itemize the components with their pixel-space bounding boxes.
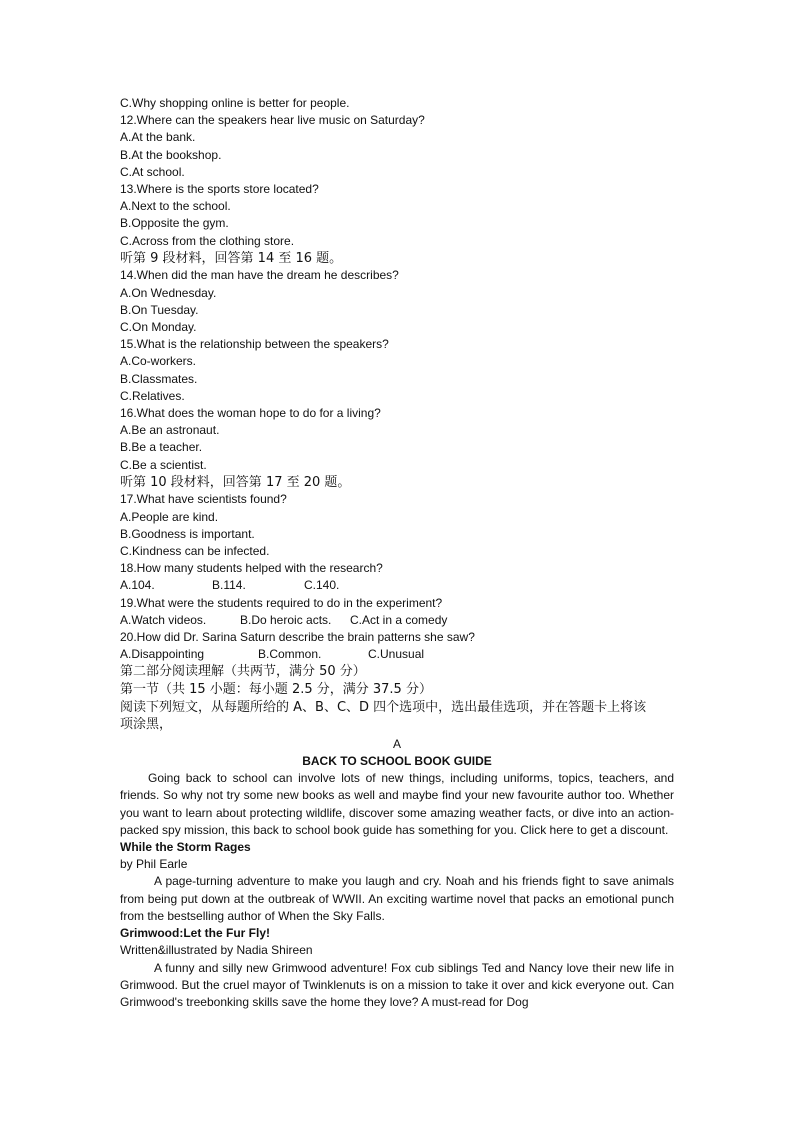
q17-option-a: A.People are kind. (120, 509, 219, 524)
q19-option-a: A.Watch videos. (120, 612, 207, 627)
instructions-line-1: 阅读下列短文，从每题所给的 A、B、C、D 四个选项中，选出最佳选项，并在答题卡上将该 (120, 699, 647, 715)
q20-question: 20.How did Dr. Sarina Saturn describe the brain patterns she saw? (120, 630, 475, 645)
q20-option-c: C.Unusual (368, 647, 425, 662)
q14-option-c: C.On Monday. (120, 320, 197, 335)
q19-option-b: B.Do heroic acts. (240, 612, 332, 627)
passage-title: BACK TO SCHOOL BOOK GUIDE (302, 754, 492, 769)
q16-option-c: C.Be a scientist. (120, 457, 207, 472)
q13-question: 13.Where is the sports store located? (120, 182, 319, 197)
book-1-author: by Phil Earle (120, 857, 188, 872)
q12-question: 12.Where can the speakers hear live music on Saturday? (120, 113, 425, 128)
q19-option-c: C.Act in a comedy (350, 612, 448, 627)
q14-option-a: A.On Wednesday. (120, 285, 217, 300)
document-page (120, 95, 674, 1011)
q18-option-b: B.114. (212, 578, 246, 593)
q19-question: 19.What were the students required to do in the experiment? (120, 595, 443, 610)
q18-option-c: C.140. (304, 578, 340, 593)
book-2-description: A funny and silly new Grimwood adventure! Fox cub siblings Ted and Nancy love their new life in Grimwood. But the cruel mayor of Twinklenuts is on a mission to take it over and kick everyone out. Can Grimwood's treebonking skills save the home they love? A must-read for Dog (120, 960, 674, 1009)
q15-option-a: A.Co-workers. (120, 354, 197, 369)
q18-options (120, 577, 674, 594)
book-1-title: While the Storm Rages (120, 840, 251, 855)
book-2-author: Written&illustrated by Nadia Shireen (120, 943, 313, 958)
q13-option-a: A.Next to the school. (120, 199, 231, 214)
q14-option-b: B.On Tuesday. (120, 302, 199, 317)
book-2-title: Grimwood:Let the Fur Fly! (120, 926, 270, 941)
q20-option-a: A.Disappointing (120, 647, 205, 662)
q12-option-c: C.At school. (120, 164, 185, 179)
section-9-heading: 听第 9 段材料，回答第 14 至 16 题。 (120, 250, 343, 266)
q14-question: 14.When did the man have the dream he describes? (120, 268, 399, 283)
q20-options (120, 646, 674, 663)
q11-option-c: C.Why shopping online is better for people. (120, 96, 350, 110)
q12-option-a: A.At the bank. (120, 130, 196, 145)
part-2-heading: 第二部分阅读理解（共两节，满分 50 分） (120, 664, 366, 680)
q17-question: 17.What have scientists found? (120, 492, 287, 507)
q16-option-b: B.Be a teacher. (120, 440, 203, 455)
q15-option-b: B.Classmates. (120, 371, 198, 386)
q19-options (120, 612, 674, 629)
q15-question: 15.What is the relationship between the speakers? (120, 337, 389, 352)
passage-intro: Going back to school can involve lots of new things, including uniforms, topics, teachers, and friends. So why not try some new books as well and maybe find your new favourite author too. Whether you want to learn about protecting wildlife, discover some amazing weather facts, or dive into an action-packed spy mission, this back to school book guide has something for you. Click here to get a discount. (120, 771, 674, 837)
part-2-section-1-heading: 第一节（共 15 小题：每小题 2.5 分，满分 37.5 分） (120, 682, 432, 698)
q18-option-a: A.104. (120, 578, 155, 593)
q13-option-b: B.Opposite the gym. (120, 216, 229, 231)
q13-option-c: C.Across from the clothing store. (120, 233, 295, 248)
q15-option-c: C.Relatives. (120, 388, 185, 403)
q16-question: 16.What does the woman hope to do for a living? (120, 406, 381, 421)
passage-letter: A (392, 736, 401, 751)
q18-question: 18.How many students helped with the research? (120, 561, 383, 576)
q16-option-a: A.Be an astronaut. (120, 423, 220, 438)
q17-option-c: C.Kindness can be infected. (120, 544, 270, 559)
q20-option-b: B.Common. (258, 647, 322, 662)
book-1-description: A page-turning adventure to make you laugh and cry. Noah and his friends fight to save animals from being put down at the outbreak of WWII. An exciting wartime novel that packs an emotional punch from the bestselling author of When the Sky Falls. (120, 874, 674, 923)
q17-option-b: B.Goodness is important. (120, 526, 255, 541)
q12-option-b: B.At the bookshop. (120, 147, 222, 162)
instructions-line-2: 项涂黑， (120, 717, 173, 733)
section-10-heading: 听第 10 段材料，回答第 17 至 20 题。 (120, 474, 351, 490)
